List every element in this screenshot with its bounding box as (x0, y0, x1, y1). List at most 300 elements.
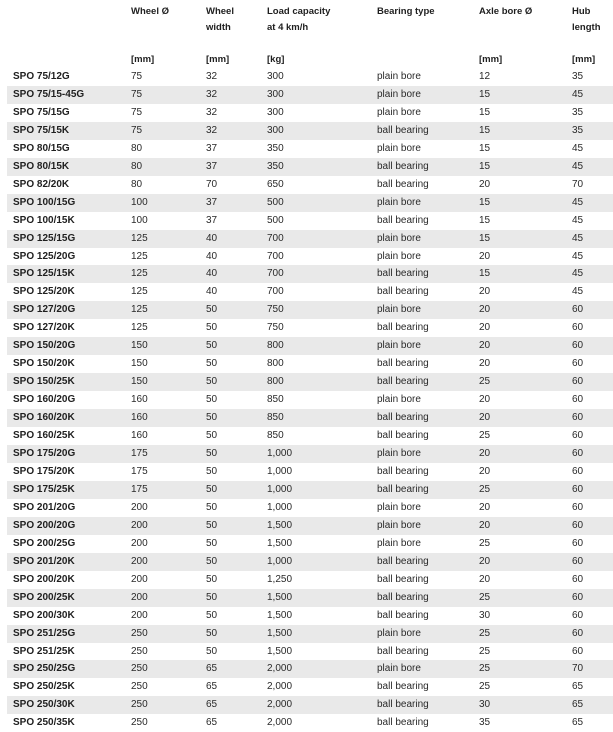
cell-load-capacity: 300 (267, 106, 284, 118)
cell-wheel-width: 50 (200, 589, 261, 607)
cell-wheel-width: 37 (200, 194, 261, 212)
wheel-spec-table (7, 4, 613, 732)
cell-wheel-diameter: 200 (131, 609, 148, 621)
cell-hub-length: 60 (566, 445, 613, 463)
cell-bearing-type: ball bearing (371, 589, 473, 607)
cell-axle-bore: 20 (479, 573, 491, 585)
header-line (479, 20, 566, 36)
cell-bearing-type: ball bearing (377, 645, 429, 657)
header-unit: [mm] (479, 54, 503, 65)
cell-axle-bore: 20 (473, 517, 566, 535)
cell-load-capacity: 500 (267, 214, 284, 226)
cell-load-capacity: 800 (261, 373, 371, 391)
cell-wheel-width: 50 (200, 409, 261, 427)
cell-load-capacity: 1,000 (261, 481, 371, 499)
cell-axle-bore: 20 (479, 322, 491, 334)
cell-hub-length: 35 (566, 122, 613, 140)
cell-wheel-width: 40 (206, 250, 218, 262)
header-line (377, 36, 473, 52)
cell-load-capacity: 1,500 (267, 537, 293, 549)
cell-model: SPO 125/20K (13, 286, 75, 298)
cell-wheel-diameter: 150 (125, 337, 200, 355)
cell-wheel-width: 32 (200, 122, 261, 140)
cell-axle-bore: 12 (479, 71, 491, 82)
cell-model: SPO 200/20G (7, 517, 125, 535)
cell-model: SPO 201/20K (7, 553, 125, 571)
cell-model: SPO 75/15-45G (7, 86, 125, 104)
table-row (7, 463, 613, 481)
cell-wheel-width: 50 (206, 430, 218, 442)
cell-hub-length: 60 (566, 337, 613, 355)
cell-bearing-type: ball bearing (371, 122, 473, 140)
cell-bearing-type: ball bearing (371, 158, 473, 176)
table-row (7, 409, 613, 427)
cell-axle-bore: 25 (479, 430, 491, 442)
table-row (7, 176, 613, 194)
cell-bearing-type: plain bore (377, 501, 421, 513)
cell-axle-bore: 25 (473, 660, 566, 678)
cell-wheel-width: 50 (200, 337, 261, 355)
table-row (7, 212, 613, 230)
cell-load-capacity: 1,250 (267, 573, 293, 585)
table-row (7, 445, 613, 463)
cell-hub-length: 60 (566, 373, 613, 391)
cell-wheel-diameter: 75 (125, 122, 200, 140)
cell-load-capacity: 850 (267, 394, 284, 406)
cell-model: SPO 125/20G (13, 250, 76, 262)
cell-wheel-width: 50 (206, 501, 218, 513)
cell-load-capacity: 1,000 (261, 553, 371, 571)
cell-model: SPO 82/20K (13, 178, 70, 190)
cell-wheel-diameter: 250 (125, 660, 200, 678)
cell-hub-length: 60 (566, 301, 613, 319)
cell-bearing-type: plain bore (371, 445, 473, 463)
cell-model: SPO 175/25K (7, 481, 125, 499)
cell-hub-length: 60 (566, 553, 613, 571)
cell-wheel-width: 70 (206, 178, 218, 190)
cell-load-capacity: 300 (261, 122, 371, 140)
cell-load-capacity: 700 (261, 230, 371, 248)
cell-load-capacity: 700 (267, 286, 284, 298)
header-row (7, 4, 613, 68)
cell-axle-bore: 15 (473, 194, 566, 212)
table-row (7, 696, 613, 714)
cell-model: SPO 200/30K (13, 609, 75, 621)
cell-load-capacity: 1,000 (267, 465, 293, 477)
table-row (7, 86, 613, 104)
cell-axle-bore: 20 (473, 445, 566, 463)
cell-hub-length: 45 (572, 214, 584, 226)
cell-wheel-diameter: 200 (125, 553, 200, 571)
cell-hub-length: 65 (572, 681, 584, 693)
header-line: Axle bore Ø (479, 6, 533, 17)
header-line (13, 4, 125, 20)
cell-wheel-diameter: 250 (131, 681, 148, 693)
cell-wheel-width: 50 (200, 553, 261, 571)
cell-model: SPO 201/20G (13, 501, 76, 513)
cell-load-capacity: 500 (261, 194, 371, 212)
cell-load-capacity: 800 (267, 358, 284, 370)
cell-model: SPO 200/25G (13, 537, 76, 549)
cell-model: SPO 127/20G (7, 301, 125, 319)
cell-bearing-type: plain bore (371, 625, 473, 643)
cell-wheel-diameter: 160 (125, 409, 200, 427)
table-row (7, 517, 613, 535)
cell-model: SPO 75/15G (13, 106, 70, 118)
cell-wheel-diameter: 100 (125, 194, 200, 212)
cell-axle-bore: 20 (479, 465, 491, 477)
header-line (131, 20, 200, 36)
cell-load-capacity: 1,500 (261, 625, 371, 643)
cell-wheel-diameter: 75 (131, 106, 143, 118)
header-line: length (572, 22, 601, 33)
cell-model: SPO 250/35K (13, 717, 75, 729)
table-row (7, 140, 613, 158)
cell-bearing-type: ball bearing (377, 286, 429, 298)
cell-model: SPO 75/12G (13, 71, 70, 82)
header-line: Hub (572, 6, 591, 17)
cell-hub-length: 60 (566, 517, 613, 535)
cell-hub-length: 35 (572, 106, 584, 118)
table-row (7, 194, 613, 212)
cell-model: SPO 250/30K (7, 696, 125, 714)
cell-model: SPO 200/25K (7, 589, 125, 607)
cell-wheel-width: 40 (200, 230, 261, 248)
cell-wheel-diameter: 175 (131, 465, 148, 477)
cell-axle-bore: 20 (479, 250, 491, 262)
table-header (7, 4, 613, 68)
cell-model: SPO 160/25K (13, 430, 75, 442)
cell-hub-length: 60 (572, 609, 584, 621)
cell-load-capacity: 850 (261, 409, 371, 427)
cell-load-capacity: 300 (261, 86, 371, 104)
cell-hub-length: 45 (566, 194, 613, 212)
header-unit: [mm] (206, 54, 230, 65)
table-row (7, 283, 613, 301)
cell-wheel-diameter: 100 (131, 214, 148, 226)
cell-axle-bore: 20 (473, 553, 566, 571)
cell-axle-bore: 20 (479, 394, 491, 406)
cell-wheel-width: 32 (206, 106, 218, 118)
cell-load-capacity: 1,500 (261, 589, 371, 607)
cell-bearing-type: ball bearing (377, 465, 429, 477)
cell-model: SPO 160/20G (13, 394, 76, 406)
header-line: Wheel (206, 6, 234, 17)
table-row (7, 643, 613, 661)
cell-model: SPO 251/25K (13, 645, 75, 657)
table-row (7, 337, 613, 355)
cell-model: SPO 80/15G (13, 142, 70, 154)
cell-bearing-type: plain bore (371, 660, 473, 678)
cell-load-capacity: 2,000 (267, 717, 293, 729)
cell-hub-length: 60 (566, 625, 613, 643)
cell-hub-length: 45 (572, 250, 584, 262)
cell-wheel-width: 65 (200, 696, 261, 714)
cell-wheel-width: 40 (206, 286, 218, 298)
cell-axle-bore: 25 (473, 589, 566, 607)
cell-load-capacity: 700 (261, 265, 371, 283)
cell-model: SPO 175/20G (7, 445, 125, 463)
cell-wheel-diameter: 125 (125, 301, 200, 319)
cell-hub-length: 70 (572, 178, 584, 190)
cell-wheel-diameter: 150 (125, 373, 200, 391)
cell-wheel-diameter: 200 (131, 573, 148, 585)
table-row (7, 607, 613, 625)
table-row (7, 68, 613, 86)
column-header-wheel-diameter (125, 4, 200, 68)
cell-axle-bore: 25 (473, 625, 566, 643)
table-row (7, 571, 613, 589)
cell-wheel-width: 50 (206, 645, 218, 657)
cell-wheel-diameter: 75 (131, 71, 143, 82)
cell-wheel-diameter: 125 (131, 322, 148, 334)
cell-model: SPO 100/15K (13, 214, 75, 226)
header-line (206, 36, 261, 52)
header-line: Load capacity (267, 6, 331, 17)
cell-wheel-diameter: 75 (125, 86, 200, 104)
cell-load-capacity: 700 (267, 250, 284, 262)
table-row (7, 427, 613, 445)
cell-load-capacity: 800 (261, 337, 371, 355)
cell-load-capacity: 350 (261, 158, 371, 176)
cell-wheel-width: 50 (200, 301, 261, 319)
cell-wheel-diameter: 80 (131, 142, 143, 154)
cell-axle-bore: 35 (479, 717, 491, 729)
table-row (7, 625, 613, 643)
cell-bearing-type: plain bore (371, 194, 473, 212)
header-unit: [mm] (131, 54, 155, 65)
cell-bearing-type: ball bearing (371, 481, 473, 499)
cell-model: SPO 100/15G (7, 194, 125, 212)
table-row (7, 104, 613, 122)
cell-hub-length: 60 (572, 358, 584, 370)
cell-wheel-diameter: 125 (131, 250, 148, 262)
cell-axle-bore: 25 (479, 537, 491, 549)
cell-axle-bore: 25 (473, 373, 566, 391)
cell-model: SPO 200/20K (13, 573, 75, 585)
cell-hub-length: 45 (566, 230, 613, 248)
cell-model: SPO 150/20G (7, 337, 125, 355)
cell-bearing-type: ball bearing (371, 409, 473, 427)
cell-wheel-width: 50 (206, 537, 218, 549)
cell-bearing-type: ball bearing (377, 358, 429, 370)
cell-axle-bore: 20 (479, 358, 491, 370)
cell-load-capacity: 750 (267, 322, 284, 334)
cell-load-capacity: 2,000 (267, 681, 293, 693)
cell-model: SPO 125/15K (7, 265, 125, 283)
column-header-axle-bore (473, 4, 566, 68)
table-body (7, 68, 613, 732)
cell-wheel-width: 37 (206, 142, 218, 154)
cell-load-capacity: 1,500 (267, 645, 293, 657)
cell-wheel-width: 50 (206, 394, 218, 406)
cell-axle-bore: 15 (473, 230, 566, 248)
cell-axle-bore: 15 (479, 214, 491, 226)
cell-wheel-width: 50 (200, 625, 261, 643)
cell-bearing-type: plain bore (377, 106, 421, 118)
cell-axle-bore: 15 (479, 142, 491, 154)
cell-wheel-width: 50 (200, 373, 261, 391)
cell-hub-length: 60 (572, 537, 584, 549)
cell-model: SPO 250/25K (13, 681, 75, 693)
cell-hub-length: 45 (572, 142, 584, 154)
cell-wheel-diameter: 250 (131, 717, 148, 729)
cell-wheel-diameter: 160 (131, 394, 148, 406)
table-row (7, 660, 613, 678)
cell-wheel-diameter: 125 (131, 286, 148, 298)
cell-bearing-type: plain bore (377, 537, 421, 549)
cell-load-capacity: 2,000 (261, 696, 371, 714)
cell-bearing-type: plain bore (377, 250, 421, 262)
cell-bearing-type: plain bore (371, 86, 473, 104)
cell-model: SPO 80/15K (7, 158, 125, 176)
cell-axle-bore: 20 (479, 501, 491, 513)
cell-bearing-type: plain bore (371, 301, 473, 319)
cell-load-capacity: 350 (267, 142, 284, 154)
header-line: Wheel Ø (131, 6, 170, 17)
cell-hub-length: 60 (572, 645, 584, 657)
table-row (7, 481, 613, 499)
cell-wheel-diameter: 80 (131, 178, 143, 190)
cell-axle-bore: 25 (479, 681, 491, 693)
cell-bearing-type: plain bore (371, 517, 473, 535)
table-row (7, 678, 613, 696)
cell-load-capacity: 1,000 (267, 501, 293, 513)
cell-axle-bore: 20 (479, 178, 491, 190)
cell-wheel-width: 37 (206, 214, 218, 226)
cell-wheel-width: 50 (206, 609, 218, 621)
header-line (131, 36, 200, 52)
cell-model: SPO 125/15G (7, 230, 125, 248)
cell-wheel-width: 65 (206, 681, 218, 693)
cell-axle-bore: 15 (473, 158, 566, 176)
cell-bearing-type: ball bearing (371, 553, 473, 571)
cell-wheel-diameter: 175 (125, 445, 200, 463)
cell-wheel-diameter: 200 (131, 501, 148, 513)
cell-hub-length: 60 (572, 430, 584, 442)
cell-bearing-type: plain bore (377, 394, 421, 406)
cell-axle-bore: 15 (473, 86, 566, 104)
column-header-bearing-type (371, 4, 473, 68)
cell-hub-length: 60 (572, 465, 584, 477)
cell-hub-length: 45 (572, 286, 584, 298)
cell-model: SPO 75/15K (7, 122, 125, 140)
cell-wheel-width: 40 (200, 265, 261, 283)
header-line (13, 20, 125, 36)
cell-wheel-width: 32 (200, 86, 261, 104)
cell-axle-bore: 15 (473, 122, 566, 140)
cell-hub-length: 60 (566, 481, 613, 499)
header-line: at 4 km/h (267, 22, 309, 33)
table-row (7, 553, 613, 571)
cell-hub-length: 60 (572, 573, 584, 585)
cell-axle-bore: 30 (473, 696, 566, 714)
cell-hub-length: 60 (572, 394, 584, 406)
cell-load-capacity: 1,000 (261, 445, 371, 463)
cell-axle-bore: 25 (479, 645, 491, 657)
cell-bearing-type: ball bearing (377, 573, 429, 585)
cell-wheel-width: 50 (206, 573, 218, 585)
cell-load-capacity: 1,500 (261, 517, 371, 535)
cell-wheel-diameter: 250 (125, 625, 200, 643)
cell-wheel-diameter: 250 (131, 645, 148, 657)
cell-hub-length: 45 (566, 86, 613, 104)
cell-wheel-diameter: 250 (125, 696, 200, 714)
cell-axle-bore: 20 (473, 409, 566, 427)
header-line: width (206, 22, 231, 33)
cell-model: SPO 127/20K (13, 322, 75, 334)
cell-wheel-width: 37 (200, 158, 261, 176)
cell-load-capacity: 850 (267, 430, 284, 442)
cell-axle-bore: 30 (479, 609, 491, 621)
cell-model: SPO 250/25G (7, 660, 125, 678)
cell-bearing-type: plain bore (377, 71, 421, 82)
cell-wheel-width: 65 (200, 660, 261, 678)
cell-load-capacity: 2,000 (261, 660, 371, 678)
table-row (7, 301, 613, 319)
header-line: Bearing type (377, 6, 435, 17)
cell-hub-length: 60 (572, 322, 584, 334)
header-line (377, 20, 473, 36)
header-unit: [kg] (267, 54, 285, 65)
cell-hub-length: 45 (566, 158, 613, 176)
cell-hub-length: 35 (572, 71, 584, 82)
header-line (572, 36, 613, 52)
cell-axle-bore: 20 (473, 337, 566, 355)
cell-hub-length: 45 (566, 265, 613, 283)
cell-wheel-width: 50 (206, 322, 218, 334)
header-line (479, 36, 566, 52)
header-unit: [mm] (572, 54, 596, 65)
cell-wheel-width: 50 (200, 481, 261, 499)
table-row (7, 373, 613, 391)
cell-load-capacity: 1,500 (267, 609, 293, 621)
table-row (7, 265, 613, 283)
table-row (7, 158, 613, 176)
cell-bearing-type: plain bore (377, 142, 421, 154)
cell-wheel-width: 50 (206, 358, 218, 370)
cell-load-capacity: 750 (261, 301, 371, 319)
cell-bearing-type: ball bearing (377, 681, 429, 693)
column-header-hub-length (566, 4, 613, 68)
table-row (7, 230, 613, 248)
column-header-model (7, 4, 125, 68)
cell-hub-length: 60 (572, 501, 584, 513)
header-line (267, 36, 371, 52)
cell-load-capacity: 650 (267, 178, 284, 190)
cell-axle-bore: 15 (479, 106, 491, 118)
cell-wheel-diameter: 200 (125, 517, 200, 535)
cell-wheel-width: 65 (206, 717, 218, 729)
cell-wheel-diameter: 200 (125, 589, 200, 607)
cell-wheel-diameter: 160 (131, 430, 148, 442)
cell-axle-bore: 20 (479, 286, 491, 298)
cell-wheel-width: 32 (206, 71, 218, 82)
cell-bearing-type: plain bore (371, 337, 473, 355)
cell-model: SPO 150/25K (7, 373, 125, 391)
cell-hub-length: 60 (566, 409, 613, 427)
cell-hub-length: 65 (572, 717, 584, 729)
cell-wheel-diameter: 125 (125, 265, 200, 283)
cell-model: SPO 160/20K (7, 409, 125, 427)
cell-bearing-type: ball bearing (377, 717, 429, 729)
cell-bearing-type: ball bearing (377, 214, 429, 226)
cell-bearing-type: ball bearing (377, 609, 429, 621)
table-row (7, 248, 613, 266)
cell-bearing-type: ball bearing (377, 178, 429, 190)
cell-bearing-type: plain bore (371, 230, 473, 248)
cell-wheel-diameter: 150 (131, 358, 148, 370)
